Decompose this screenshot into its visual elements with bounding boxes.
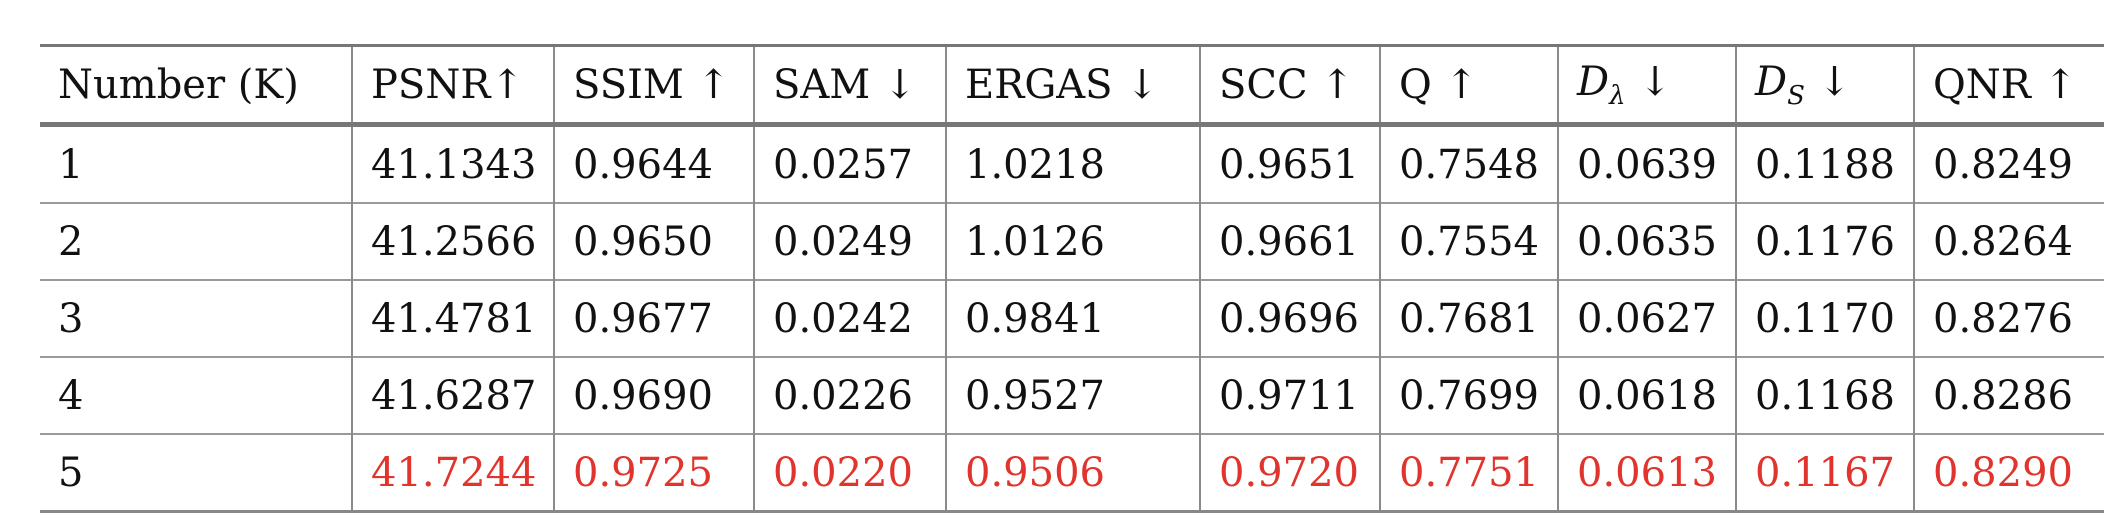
table-row (40, 203, 2104, 280)
cell-number: 3 (58, 295, 84, 342)
cell-q: 0.7548 (1380, 125, 1558, 204)
cell-ergas-best: 0.9506 (946, 434, 1200, 512)
cell-ssim: 0.9650 (554, 203, 754, 280)
cell-qnr: 0.8264 (1914, 203, 2104, 280)
header-d-s-base: D (1755, 58, 1788, 105)
cell-d-s-best: 0.1167 (1736, 434, 1914, 512)
cell-psnr-best: 41.7244 (352, 434, 554, 512)
header-ergas: ERGAS ↓ (946, 46, 1200, 125)
cell-d-lambda: 0.0618 (1558, 357, 1736, 434)
cell-psnr: 41.1343 (352, 125, 554, 204)
header-qnr: QNR ↑ (1914, 46, 2104, 125)
header-d-s (1736, 46, 1914, 125)
cell-number: 4 (58, 372, 84, 419)
header-d-lambda-sub: λ (1609, 80, 1626, 111)
table-row (40, 280, 2104, 357)
cell-d-s: 0.1170 (1736, 280, 1914, 357)
table-row (40, 357, 2104, 434)
header-ssim: SSIM ↑ (554, 46, 754, 125)
cell-ergas: 0.9841 (946, 280, 1200, 357)
cell-d-s: 0.1176 (1736, 203, 1914, 280)
cell-sam: 0.0249 (754, 203, 946, 280)
cell-sam: 0.0257 (754, 125, 946, 204)
cell-sam: 0.0242 (754, 280, 946, 357)
cell-psnr: 41.6287 (352, 357, 554, 434)
header-q: Q ↑ (1380, 46, 1558, 125)
cell-number: 1 (58, 141, 84, 188)
header-sam: SAM ↓ (754, 46, 946, 125)
cell-qnr: 0.8276 (1914, 280, 2104, 357)
cell-qnr: 0.8249 (1914, 125, 2104, 204)
cell-q: 0.7681 (1380, 280, 1558, 357)
header-d-lambda-base: D (1577, 58, 1610, 105)
cell-scc: 0.9651 (1200, 125, 1380, 204)
cell-q: 0.7699 (1380, 357, 1558, 434)
header-row (40, 46, 2104, 125)
header-d-s-sub: S (1787, 80, 1805, 111)
cell-ergas: 0.9527 (946, 357, 1200, 434)
cell-scc-best: 0.9720 (1200, 434, 1380, 512)
cell-d-lambda: 0.0639 (1558, 125, 1736, 204)
ablation-results-table (40, 44, 2104, 513)
cell-ssim: 0.9690 (554, 357, 754, 434)
header-d-lambda (1558, 46, 1736, 125)
header-psnr: PSNR↑ (352, 46, 554, 125)
cell-d-lambda: 0.0635 (1558, 203, 1736, 280)
cell-ergas: 1.0218 (946, 125, 1200, 204)
cell-number: 5 (58, 449, 84, 496)
cell-d-s: 0.1168 (1736, 357, 1914, 434)
cell-d-s: 0.1188 (1736, 125, 1914, 204)
cell-psnr: 41.4781 (352, 280, 554, 357)
cell-number: 2 (58, 218, 84, 265)
cell-ergas: 1.0126 (946, 203, 1200, 280)
cell-q-best: 0.7751 (1380, 434, 1558, 512)
cell-ssim-best: 0.9725 (554, 434, 754, 512)
table-row (40, 125, 2104, 204)
cell-scc: 0.9661 (1200, 203, 1380, 280)
results-table-container (40, 44, 2104, 513)
cell-scc: 0.9711 (1200, 357, 1380, 434)
cell-scc: 0.9696 (1200, 280, 1380, 357)
header-scc: SCC ↑ (1200, 46, 1380, 125)
cell-qnr: 0.8286 (1914, 357, 2104, 434)
cell-d-lambda: 0.0627 (1558, 280, 1736, 357)
cell-d-lambda-best: 0.0613 (1558, 434, 1736, 512)
cell-q: 0.7554 (1380, 203, 1558, 280)
cell-psnr: 41.2566 (352, 203, 554, 280)
cell-sam-best: 0.0220 (754, 434, 946, 512)
table-row-best (40, 434, 2104, 512)
header-d-s-arrow: ↓ (1804, 58, 1852, 105)
header-number-k: Number (K) (58, 61, 299, 108)
cell-sam: 0.0226 (754, 357, 946, 434)
cell-ssim: 0.9644 (554, 125, 754, 204)
header-d-lambda-arrow: ↓ (1625, 58, 1672, 105)
cell-ssim: 0.9677 (554, 280, 754, 357)
cell-qnr-best: 0.8290 (1914, 434, 2104, 512)
